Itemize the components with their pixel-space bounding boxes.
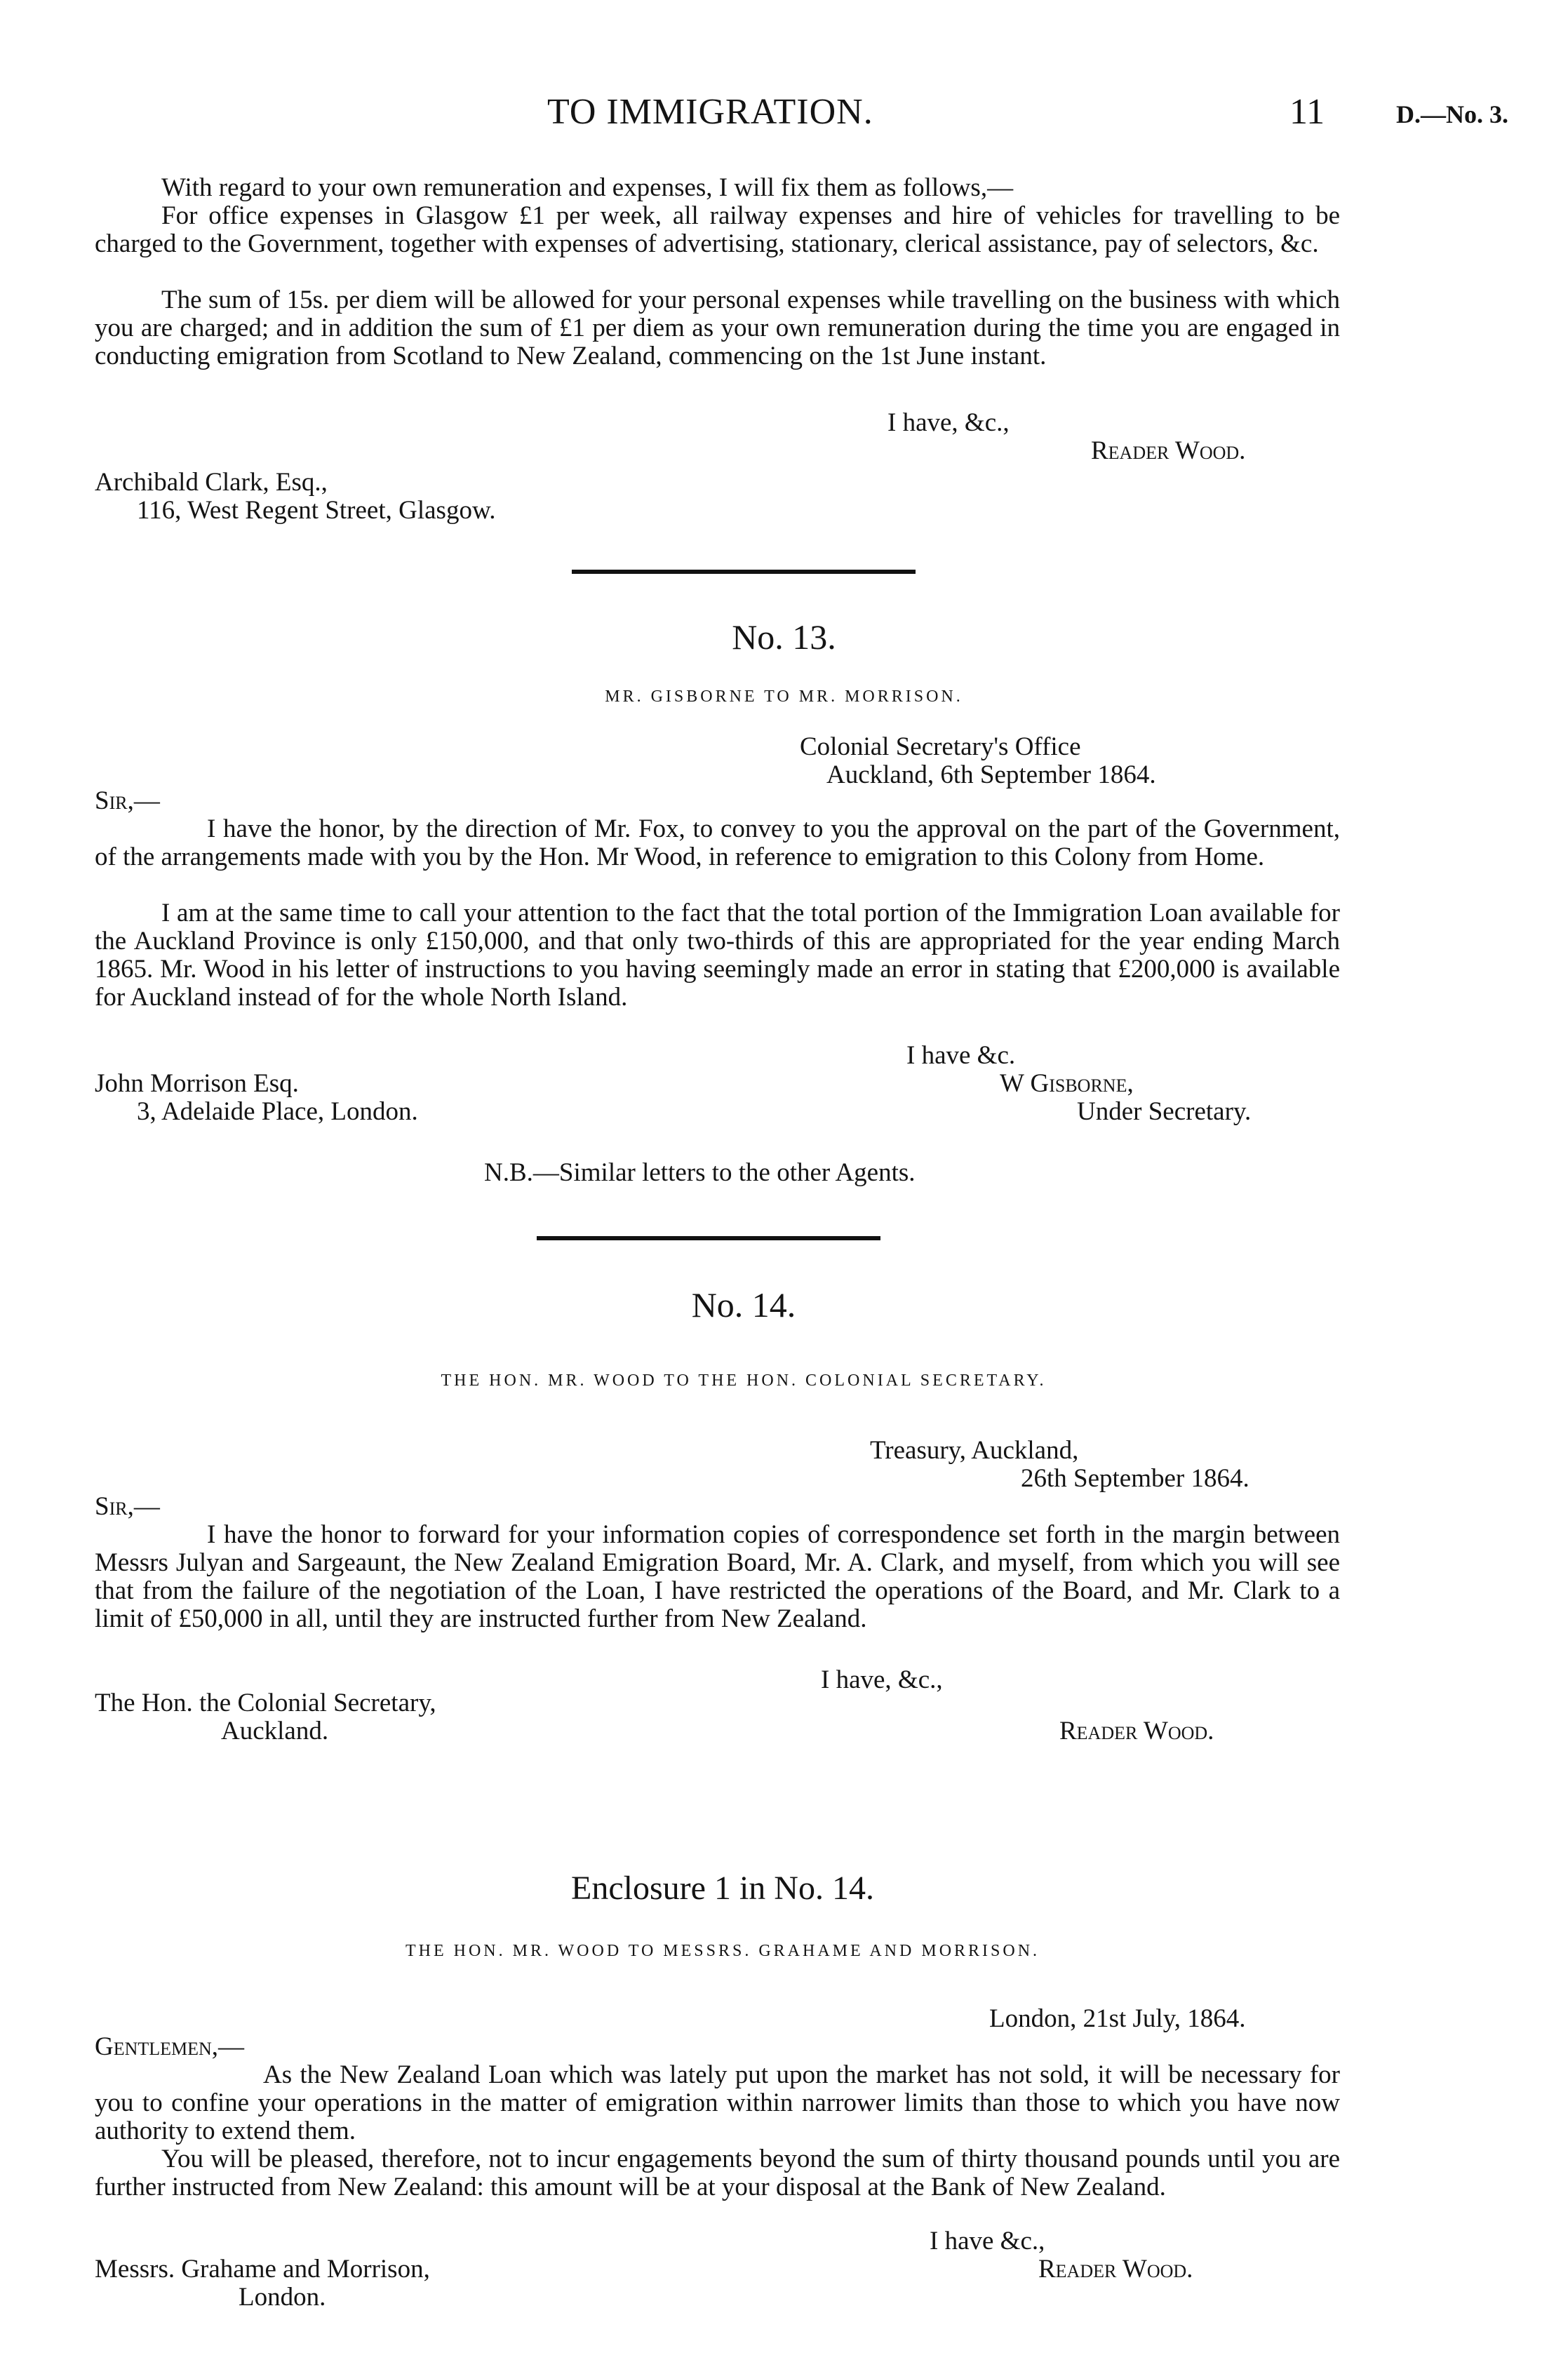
- signature: Reader Wood.: [1038, 2255, 1193, 2284]
- letter-place: Treasury, Auckland,: [870, 1436, 1079, 1465]
- paragraph: I have the honor to forward for your information copies of correspondence set forth in the margin between Messrs Julyan and Sargeaunt, the New Zealand Emigration Board, Mr. A. Clark, and myself, from which you will see that from the failure of the negotiation of the Loan, I have restricted the operations of the Board, and Mr. Clark to a limit of £50,000 in all, until they are instructed further from New Zealand.: [95, 1520, 1340, 1633]
- signature: Reader Wood.: [1059, 1717, 1214, 1745]
- section-subheading: THE HON. MR. WOOD TO THE HON. COLONIAL SECRETARY.: [441, 1372, 1047, 1390]
- signature: W Gisborne,: [1000, 1069, 1134, 1098]
- section-heading: Enclosure 1 in No. 14.: [571, 1870, 874, 1907]
- letter-date: London, 21st July, 1864.: [989, 2004, 1246, 2033]
- section-subheading: MR. GISBORNE TO MR. MORRISON.: [605, 688, 963, 706]
- addressee-address: London.: [239, 2283, 326, 2312]
- paragraph: I am at the same time to call your attention to the fact that the total portion of the Immigration Loan available for the Auckland Province is only £150,000, and that only two-thirds of this are appropriated for the year ending March 1865. Mr. Wood in his letter of instructions to you having seemingly made an error in stating that £200,000 is available for Auckland instead of for the whole North Island.: [95, 899, 1340, 1012]
- running-header: [0, 91, 1568, 133]
- paragraph: The sum of 15s. per diem will be allowed for your personal expenses while travelling on the business with which you are charged; and in addition the sum of £1 per diem as your own remuneration during the time you are engaged in conducting emigration from Scotland to New Zealand, commencing on the 1st June instant.: [95, 286, 1340, 370]
- closing: I have &c.: [906, 1041, 1016, 1070]
- salutation: Sir,—: [95, 1492, 160, 1521]
- section-heading: No. 14.: [691, 1285, 796, 1325]
- paragraph: For office expenses in Glasgow £1 per week, all railway expenses and hire of vehicles for travelling to be charged to the Government, together with expenses of advertising, stationary, clerical assistance, pay of selectors, &c.: [95, 201, 1340, 258]
- addressee-name: Archibald Clark, Esq.,: [95, 468, 328, 497]
- addressee-name: Messrs. Grahame and Morrison,: [95, 2255, 430, 2284]
- salutation: Sir,—: [95, 786, 160, 815]
- letter-place: Colonial Secretary's Office: [800, 732, 1081, 761]
- addressee-name: The Hon. the Colonial Secretary,: [95, 1689, 436, 1717]
- section-subheading: THE HON. MR. WOOD TO MESSRS. GRAHAME AND MORRISON.: [405, 1942, 1040, 1960]
- footnote: N.B.—Similar letters to the other Agents.: [484, 1158, 916, 1187]
- signature: Reader Wood.: [1091, 436, 1246, 465]
- addressee-name: John Morrison Esq.: [95, 1069, 299, 1098]
- closing: I have, &c.,: [887, 408, 1010, 437]
- addressee-address: 3, Adelaide Place, London.: [137, 1097, 418, 1126]
- page-title: TO IMMIGRATION.: [547, 92, 873, 132]
- page-number: 11: [1289, 92, 1325, 132]
- letter-date: Auckland, 6th September 1864.: [826, 760, 1156, 789]
- addressee-address: Auckland.: [221, 1717, 329, 1745]
- closing: I have &c.,: [930, 2227, 1045, 2255]
- document-reference: D.—No. 3.: [1396, 100, 1508, 128]
- letter-date: 26th September 1864.: [1021, 1464, 1249, 1493]
- paragraph: You will be pleased, therefore, not to incur engagements beyond the sum of thirty thousand pounds until you are further instructed from New Zealand: this amount will be at your disposal at the Bank of New Zealand.: [95, 2145, 1340, 2201]
- paragraph: As the New Zealand Loan which was lately put upon the market has not sold, it will be necessary for you to confine your operations in the matter of emigration within narrower limits than those to which you have now authority to extend them.: [95, 2060, 1340, 2145]
- addressee-address: 116, West Regent Street, Glasgow.: [137, 496, 496, 525]
- section-divider: [572, 570, 916, 574]
- salutation: Gentlemen,—: [95, 2032, 245, 2061]
- paragraph: With regard to your own remuneration and expenses, I will fix them as follows,—: [161, 173, 1014, 202]
- section-heading: No. 13.: [732, 617, 836, 657]
- section-divider: [537, 1236, 880, 1240]
- signature-title: Under Secretary.: [1077, 1097, 1252, 1126]
- closing: I have, &c.,: [821, 1665, 943, 1694]
- paragraph: I have the honor, by the direction of Mr. Fox, to convey to you the approval on the part of the Government, of the arrangements made with you by the Hon. Mr Wood, in reference to emigration to this Colony from Home.: [95, 814, 1340, 871]
